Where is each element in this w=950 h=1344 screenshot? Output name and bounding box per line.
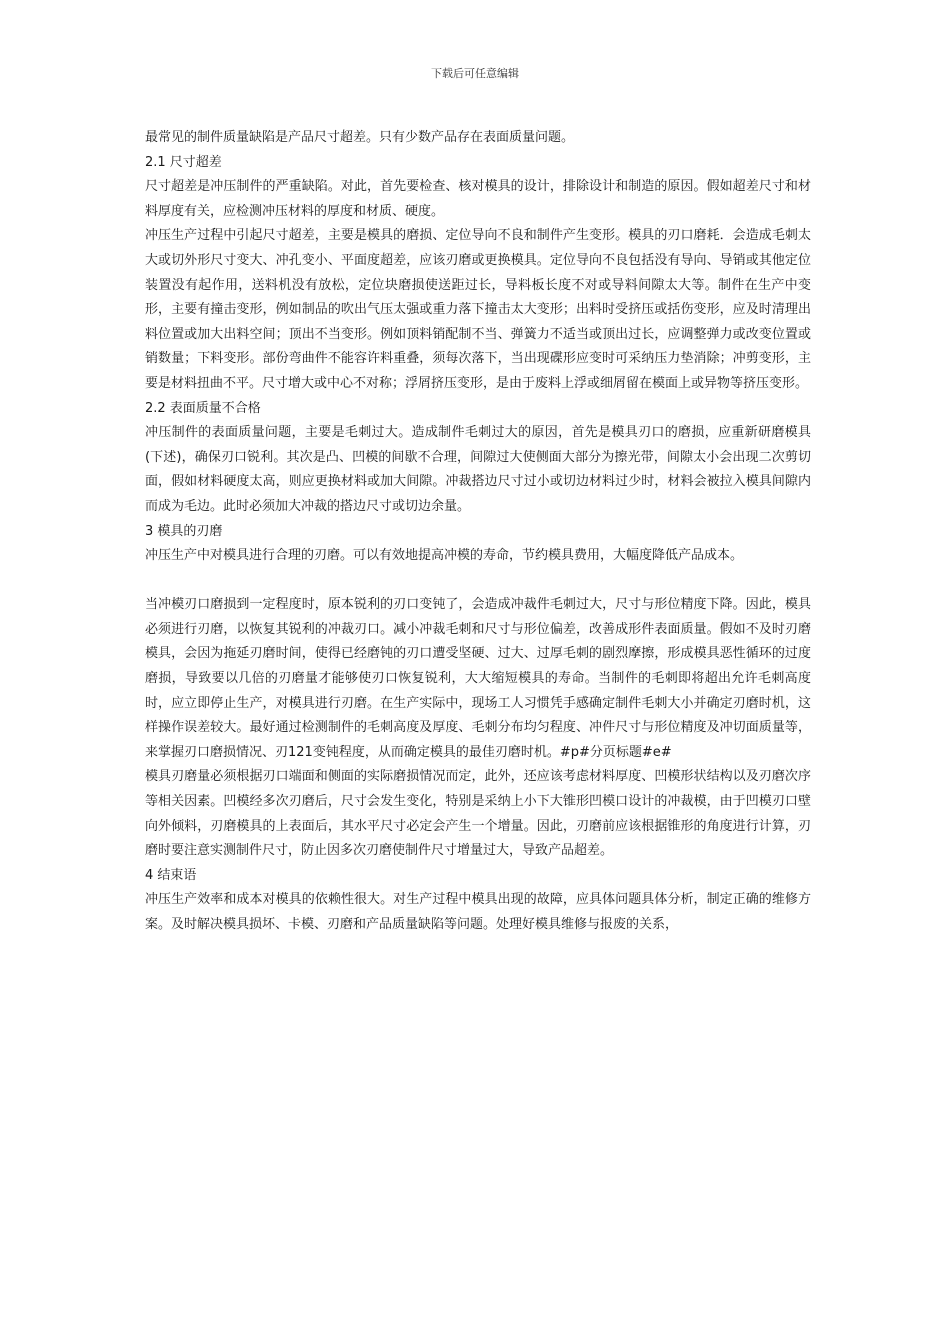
paragraph-sharpening-intro: 冲压生产中对模具进行合理的刃磨。可以有效地提高冲模的寿命，节约模具费用，大幅度降低产品成本。	[145, 548, 744, 564]
document-body	[145, 126, 811, 938]
section-heading-2-1: 2.1 尺寸超差	[145, 154, 222, 170]
section-heading-4: 4 结束语	[145, 867, 197, 883]
paragraph-conclusion: 冲压生产效率和成本对模具的依赖性很大。对生产过程中模具出现的故障，应具体问题具体分析，制定正确的维修方案。及时解决模具损坏、卡模、刃磨和产品质量缺陷等问题。处理好模具维修与报废的关系，	[145, 892, 811, 932]
section-heading-3: 3 模具的刃磨	[145, 523, 223, 539]
page-header: 下载后可任意编辑	[431, 67, 519, 80]
section-heading-2-2: 2.2 表面质量不合格	[145, 400, 261, 416]
paragraph-surface-quality: 冲压制件的表面质量问题，主要是毛刺过大。造成制件毛刺过大的原因，首先是模具刃口的磨损，应重新研磨模具(下述)，确保刃口锐利。其次是凸、凹模的间歇不合理，间隙过大使侧面大部分为擦光带，间隙太小会出现二次剪切面，假如材料硬度太高，则应更换材料或加大间隙。冲裁搭边尺寸过小或切边材料过少时，材料会被拉入模具间隙内而成为毛边。此时必须加大冲裁的搭边尺寸或切边余量。	[145, 425, 811, 514]
paragraph-quality-defects-intro: 最常见的制件质量缺陷是产品尺寸超差。只有少数产品存在表面质量问题。	[145, 130, 575, 145]
blank-line	[145, 569, 811, 594]
paragraph-size-out-of-tolerance: 尺寸超差是冲压制件的严重缺陷。对此，首先要检查、核对模具的设计，排除设计和制造的原因。假如超差尺寸和材料厚度有关，应检测冲压材料的厚度和材质、硬度。	[145, 179, 811, 219]
paragraph-sharpening-timing: 当冲模刃口磨损到一定程度时，原本锐利的刃口变钝了，会造成冲裁件毛刺过大，尺寸与形位精度下降。因此，模具必须进行刃磨，以恢复其锐利的冲裁刃口。减小冲裁毛刺和尺寸与形位偏差，改善成形件表面质量。假如不及时刃磨模具，会因为拖延刃磨时间，使得已经磨钝的刃口遭受坚硬、过大、过厚毛刺的剧烈摩擦，形成模具恶性循环的过度磨损，导致要以几倍的刃磨量才能够使刃口恢复锐利，大大缩短模具的寿命。当制件的毛刺即将超出允许毛刺高度时，应立即停止生产，对模具进行刃磨。在生产实际中，现场工人习惯凭手感确定制件毛刺大小并确定刃磨时机，这样操作误差较大。最好通过检测制件的毛刺高度及厚度、毛刺分布均匀程度、冲件尺寸与形位精度及冲切面质量等，来掌握刃口磨损情况、刃121变钝程度，从而确定模具的最佳刃磨时机。#p#分页标题#e#	[145, 597, 811, 760]
paragraph-size-causes: 冲压生产过程中引起尺寸超差，主要是模具的磨损、定位导向不良和制件产生变形。模具的刃口磨耗．会造成毛刺太大或切外形尺寸变大、冲孔变小、平面度超差，应该刃磨或更换模具。定位导向不良包括没有导向、导销或其他定位装置没有起作用，送料机没有放松，定位块磨损使送距过长，导料板长度不对或导料间隙太大等。制件在生产中变形，主要有撞击变形，例如制品的吹出气压太强或重力落下撞击太大变形；出料时受挤压或括伤变形，应及时清理出料位置或加大出料空间；顶出不当变形。例如顶料销配制不当、弹簧力不适当或顶出过长，应调整弹力或改变位置或销数量；下料变形。部份弯曲件不能容许料重叠，须每次落下，当出现碟形应变时可采纳压力垫消除；冲剪变形，主要是材料扭曲不平。尺寸增大或中心不对称；浮屑挤压变形，是由于废料上浮或细屑留在模面上或异物等挤压变形。	[145, 228, 811, 391]
paragraph-sharpening-amount: 模具刃磨量必须根据刃口端面和侧面的实际磨损情况而定，此外，还应该考虑材料厚度、凹模形状结构以及刃磨次序等相关因素。凹模经多次刃磨后，尺寸会发生变化，特别是采纳上小下大锥形凹模口设计的冲裁模，由于凹模刃口壁向外倾料，刃磨模具的上表面后，其水平尺寸必定会产生一个增量。因此，刃磨前应该根据锥形的角度进行计算，刃磨时要注意实测制件尺寸，防止因多次刃磨使制件尺寸增量过大，导致产品超差。	[145, 769, 811, 859]
